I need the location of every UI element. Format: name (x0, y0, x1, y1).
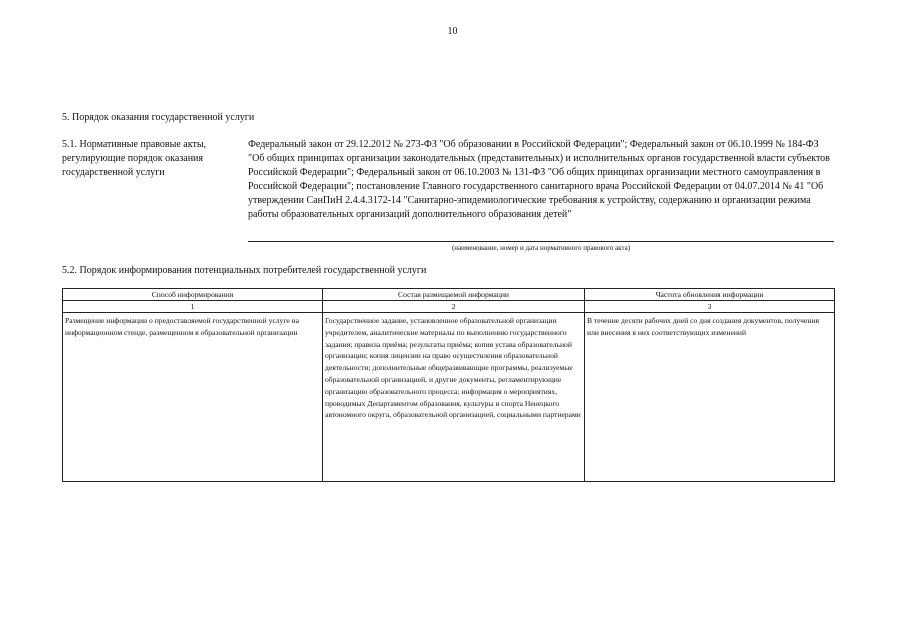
section-heading: 5. Порядок оказания государственной услуги (62, 112, 255, 123)
cell-method: Размещение информации о предоставляемой государственной услуге на информационном стенде, размещенном в образовательной организации (63, 313, 323, 482)
column-number-row (63, 301, 835, 313)
column-number: 2 (323, 301, 585, 313)
legal-acts-label: 5.1. Нормативные правовые акты, регулирующие порядок оказания государственной услуги (62, 139, 207, 178)
cell-frequency: В течение десяти рабочих дней со дня создания документов, получения или внесения в них соответствующих изменений (585, 313, 835, 482)
column-number: 3 (585, 301, 835, 313)
header-content: Состав размещаемой информации (323, 289, 585, 301)
legal-acts-underline (248, 241, 834, 242)
table-row (63, 313, 835, 482)
cell-content: Государственное задание, установленное образовательной организации учредителем, аналитические материалы по выполнению государственного задания; правила приёма; результаты приёма; копия устава образовательной организации; копия лицензии на право осуществления образовательной деятельности; дополнительные общеразвивающие программы, реализуемые образовательной организацией, и другие документы, регламентирующие организацию образовательного процесса; информация о мероприятиях, проводимых Департаментом образования, культуры и спорта Ненецкого автономного округа, образовательной организацией, социальными партнерами (323, 313, 585, 482)
header-method: Способ информирования (63, 289, 323, 301)
table-header-row (63, 289, 835, 301)
page-number: 10 (447, 26, 458, 37)
legal-acts-text: Федеральный закон от 29.12.2012 № 273-ФЗ "Об образовании в Российской Федерации"; Федеральный закон от 06.10.1999 № 184-ФЗ "Об общих принципах организации законодательных (представительных) и исполнительных органов государственной власти субъектов Российской Федерации"; Федеральный закон от 06.10.2003 № 131-ФЗ "Об общих принципах организации местного самоуправления в Российской Федерации"; постановление Главного государственного санитарного врача Российской Федерации от 04.07.2014 № 41 "Об утверждении СанПиН 2.4.4.3172-14 "Санитарно-эпидемиологические требования к устройству, содержанию и организации режима работы образовательных организаций дополнительного образования детей" (248, 139, 830, 220)
informing-heading: 5.2. Порядок информирования потенциальных потребителей государственной услуги (62, 265, 427, 276)
informing-table (62, 288, 835, 482)
legal-acts-caption: (наименование, номер и дата нормативного правового акта) (451, 244, 631, 252)
column-number: 1 (63, 301, 323, 313)
header-frequency: Частота обновления информации (585, 289, 835, 301)
